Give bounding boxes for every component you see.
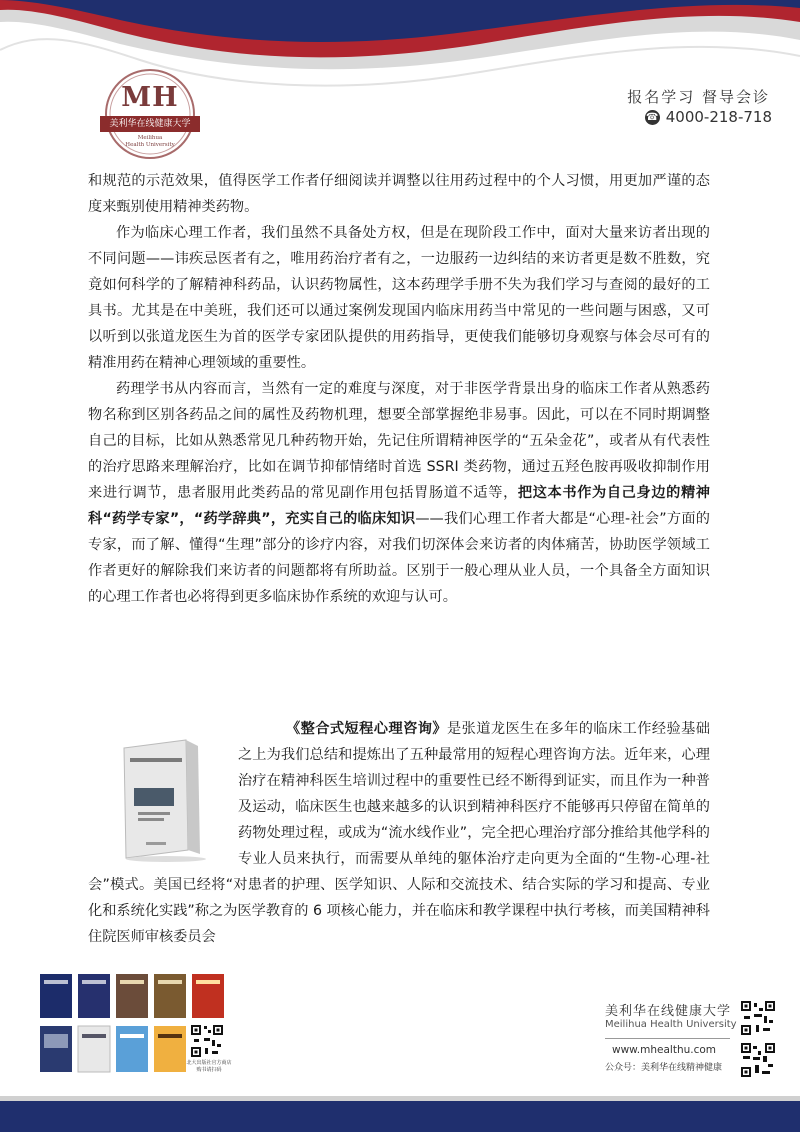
phone-number: 4000-218-718: [665, 108, 772, 126]
header-phone[interactable]: [645, 108, 772, 126]
website-qr-code[interactable]: [740, 1042, 776, 1078]
footer-divider: [605, 1038, 730, 1039]
book-intro-section: [88, 716, 710, 950]
phone-icon: ☎: [646, 111, 659, 123]
book-cover-image: [116, 738, 224, 862]
logo-subtitle: Meilihua Health University: [125, 135, 175, 148]
paragraph-3: [88, 376, 710, 610]
shop-qr-code[interactable]: [190, 1024, 224, 1058]
article-body: [88, 168, 710, 610]
header-tagline: 报名学习 督导会诊: [627, 88, 770, 106]
logo-ribbon: 美利华在线健康大学: [100, 116, 200, 132]
paragraph-2: 作为临床心理工作者，我们虽然不具备处方权，但是在现阶段工作中，面对大量来访者出现的不同问题——讳疾忌医者有之，唯用药治疗者有之，一边服药一边纠结的来访者更是数不胜数，究竟如何科学的了解精神科药品，认识药物属性，这本药理学手册不失为我们学习与查阅的最好的工具书。尤其是在中美班，我们还可以通过案例发现国内临床用药当中常见的一些问题与困惑，又可以听到以张道龙医生为首的医学专家团队提供的用药指导，更使我们能够切身观察与体会尽可有的精准用药在精神心理领域的重要性。: [88, 225, 710, 371]
book-title: 《整合式短程心理咨询》: [286, 721, 447, 737]
wechat-qr-code[interactable]: [740, 1000, 776, 1036]
footer-wechat-account: 公众号：美利华在线精神健康: [605, 1063, 723, 1073]
paragraph-1: 和规范的示范效果，值得医学工作者仔细阅读并调整以往用药过程中的个人习惯，用更加严谨的态度来甄别使用精神类药物。: [88, 173, 710, 215]
footer-bar: [0, 1096, 800, 1132]
paragraph-3-text-a: 药理学书从内容而言，当然有一定的难度与深度，对于非医学背景出身的临床工作者从熟悉药物名称到区别各药品之间的属性及药物机理，想要全部掌握绝非易事。因此，可以在不同时期调整自己的目标，比如从熟悉常见几种药物开始，先记住所谓精神医学的“五朵金花”，或者从有代表性的治疗思路来理解治疗，比如在调节抑郁情绪时首选 SSRI 类药物，通过五羟色胺再吸收抑制作用来进行调节，患者服用此类药品的常见副作用包括胃肠道不适等，: [88, 381, 710, 501]
shop-qr-caption: 北大出版社官方商店 购书请扫码: [186, 1060, 232, 1073]
university-logo: [100, 68, 200, 168]
paragraph-3-emphasis: 把这本书作为自己身边的精神科“药学专家”，“药学辞典”，充实自己的临床知识: [88, 485, 710, 527]
footer-university-name: 美利华在线健康大学: [605, 1004, 732, 1019]
logo-mark: MH: [121, 82, 179, 113]
paragraph-4-text: 是张道龙医生在多年的临床工作经验基础之上为我们总结和提炼出了五种最常用的短程心理咨询方法。近年来，心理治疗在精神科医生培训过程中的重要性已经不断得到证实，而且作为一种普及运动，临床医生也越来越多的认识到精神科医疗不能够再只停留在简单的药物处理过程，或成为“流水线作业”，完全把心理治疗部分推给其他学科的专业人员来执行，而需要从单纯的躯体治疗走向更为全面的“生物-心理-社会”模式。美国已经将“对患者的护理、医学知识、人际和交流技术、结合实际的学习和提高、专业化和系统化实践”称之为医学教育的 6 项核心能力，并在临床和教学课程中执行考核，而美国精神科住院医师审核委员会: [88, 721, 710, 945]
footer-university-name-en: Meilihua Health University: [605, 1019, 737, 1030]
footer-website-link[interactable]: www.mhealthu.com: [612, 1044, 717, 1056]
paragraph-3-text-b: ——我们心理工作者大都是“心理-社会”方面的专家，而了解、懂得“生理”部分的诊疗内容，对我们切深体会来访者的肉体痛苦，协助医学领域工作者更好的解除我们来访者的问题都将有所助益。区别于一般心理从业人员，一个具备全方面知识的心理工作者也必将得到更多临床协作系统的欢迎与认可。: [88, 511, 710, 605]
